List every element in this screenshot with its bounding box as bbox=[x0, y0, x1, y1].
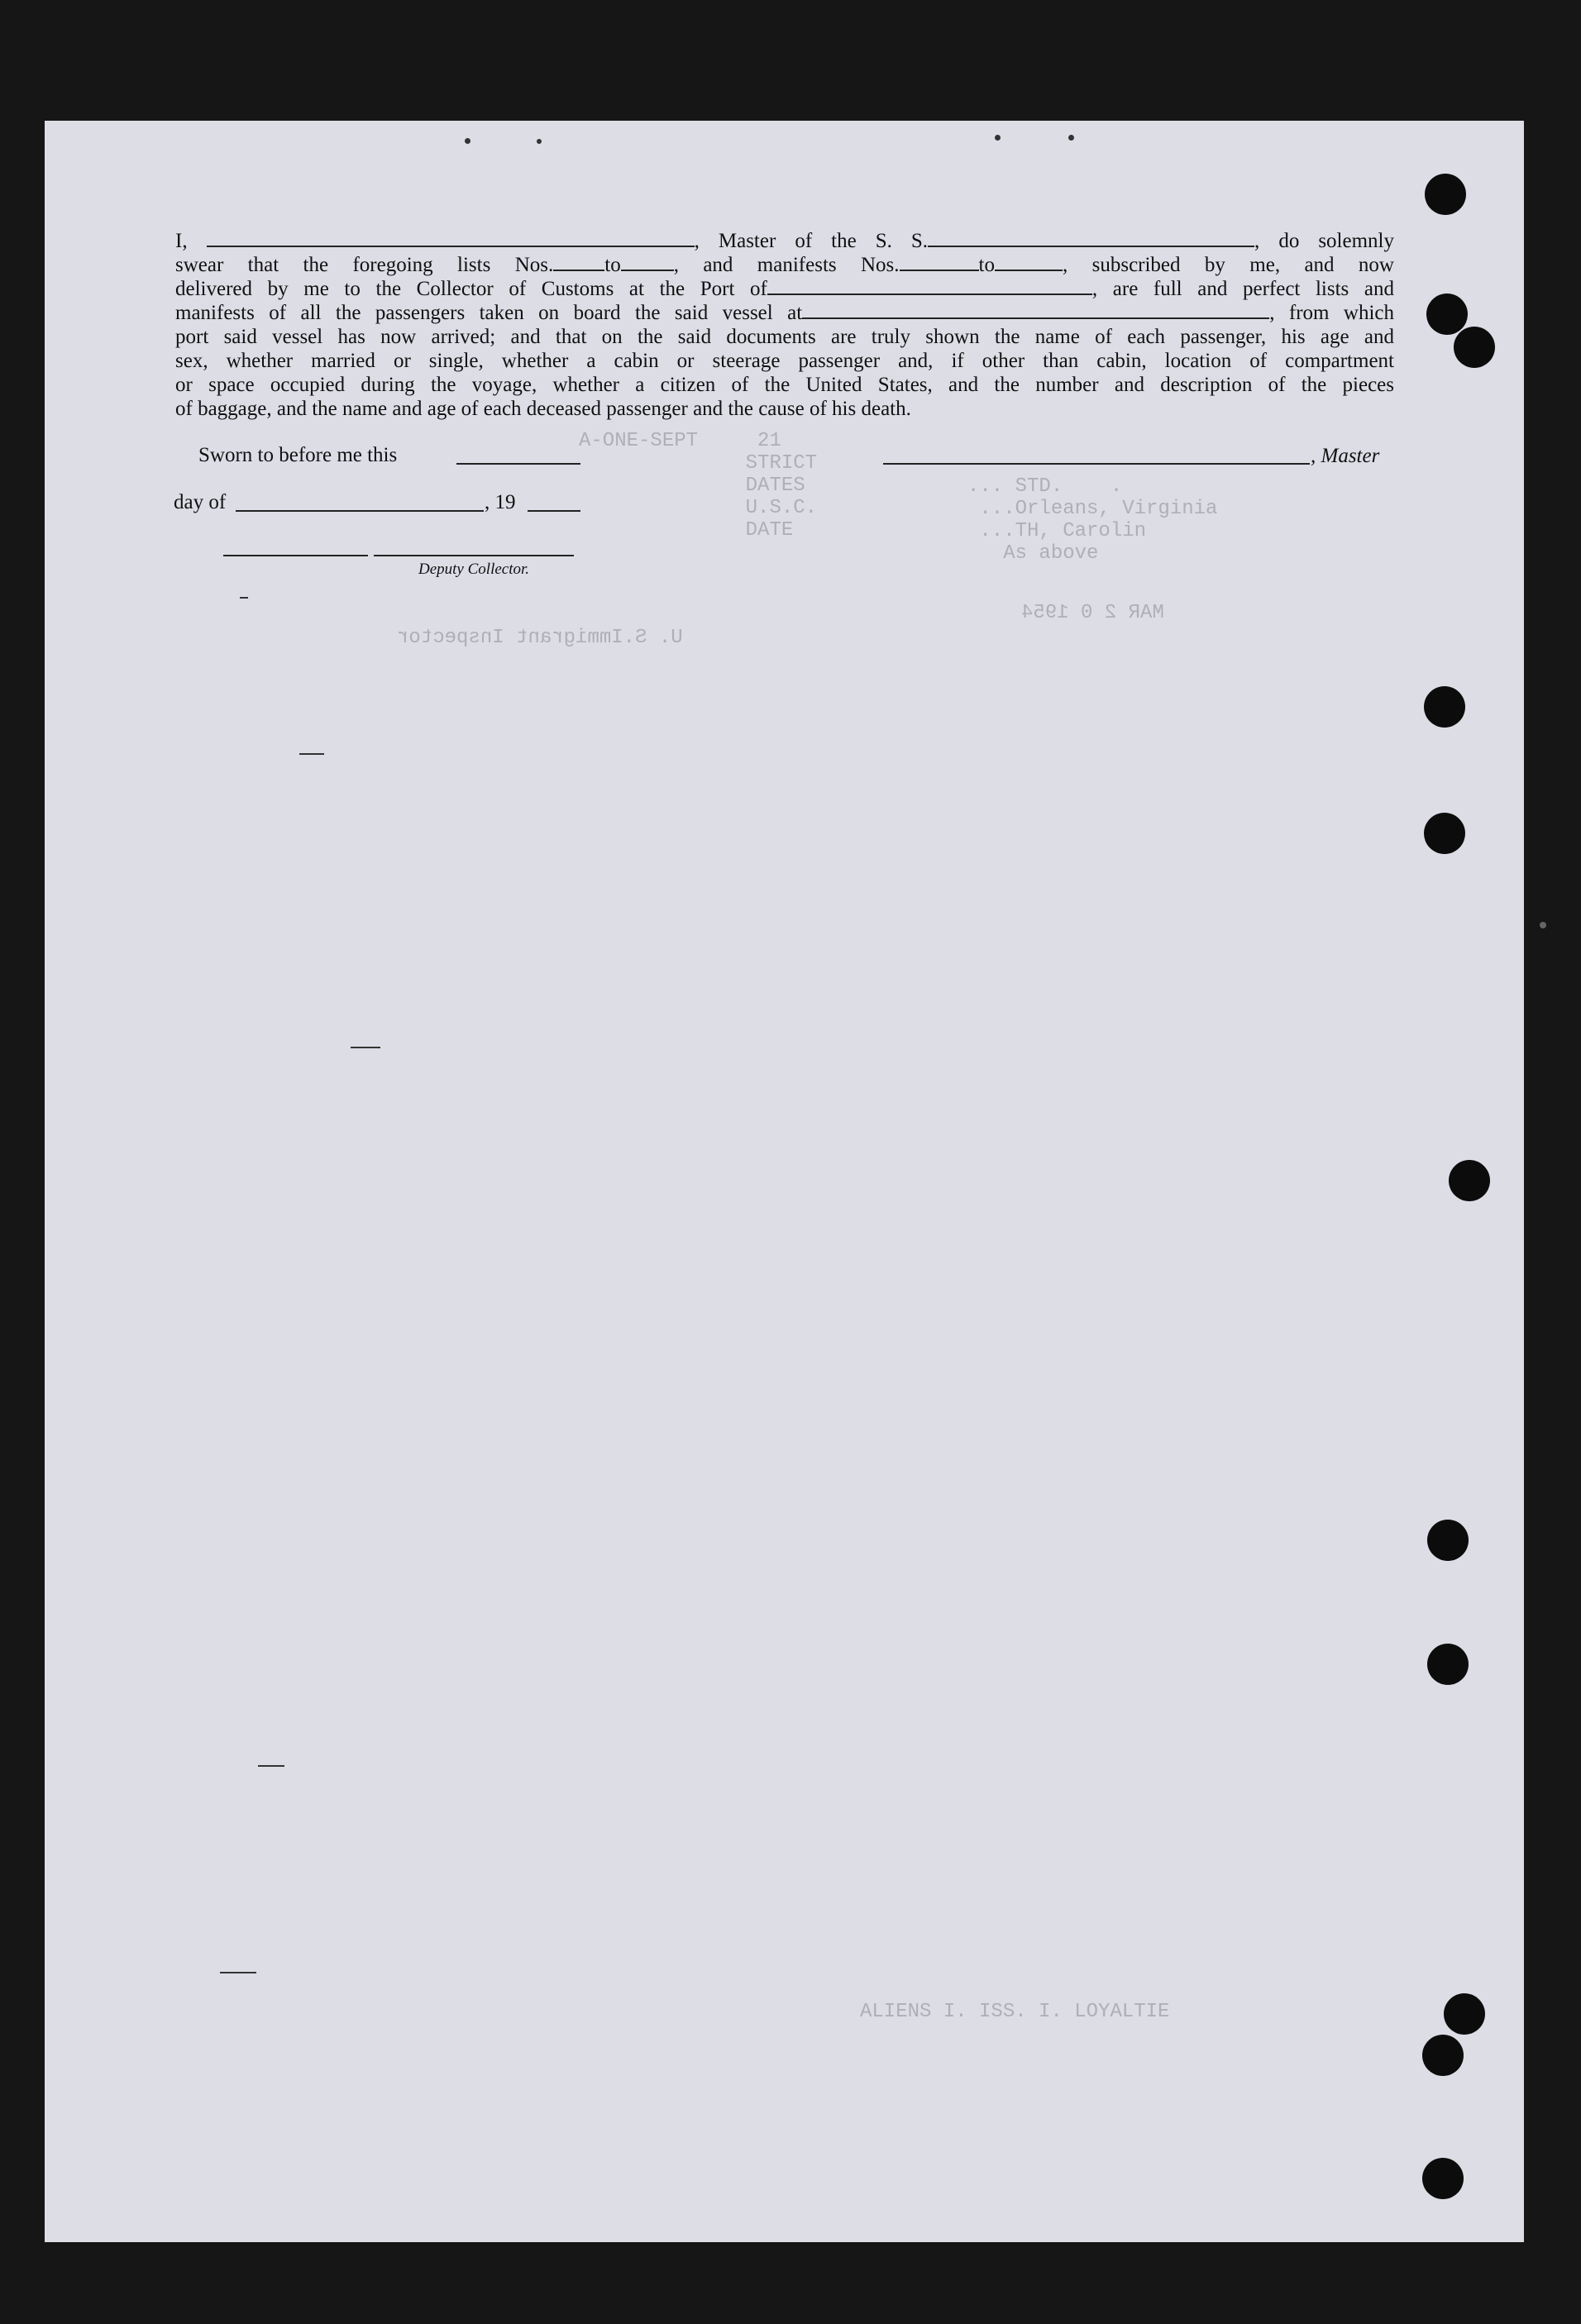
scan-mark bbox=[220, 1972, 256, 1973]
punch-hole bbox=[1422, 2035, 1464, 2076]
oath-line-4 bbox=[175, 301, 1394, 325]
oath-text: to bbox=[604, 254, 621, 276]
scan-mark bbox=[258, 1765, 284, 1767]
scan-mark bbox=[1068, 135, 1074, 141]
scan-mark bbox=[240, 597, 248, 599]
sworn-date-line bbox=[456, 463, 580, 465]
oath-text: , do solemnly bbox=[1254, 230, 1394, 252]
scan-mark bbox=[995, 135, 1001, 141]
oath-text: port said vessel has now arrived; and that on the said documents are truly shown the name of each passenger, his age and bbox=[175, 326, 1394, 348]
oath-text: , from which bbox=[1269, 302, 1394, 324]
deputy-collector-label: Deputy Collector. bbox=[418, 561, 530, 578]
sworn-label: Sworn to before me this bbox=[198, 444, 398, 466]
scan-mark bbox=[1540, 922, 1546, 928]
oath-text: I, bbox=[175, 230, 188, 252]
punch-hole bbox=[1425, 174, 1466, 215]
bleed-through-text: A-ONE-SEPT 21 STRICT DATES U.S.C. DATE bbox=[579, 430, 818, 542]
oath-text: to bbox=[978, 254, 995, 276]
oath-text: , and manifests Nos. bbox=[673, 254, 900, 276]
bleed-through-text: ... STD. . ...Orleans, Virginia ...TH, Carolin As above bbox=[967, 475, 1218, 565]
manifests-from-field bbox=[900, 253, 979, 271]
oath-text: swear that the foregoing lists Nos. bbox=[175, 254, 554, 276]
year-label: , 19 bbox=[485, 491, 516, 513]
punch-hole bbox=[1422, 2158, 1464, 2199]
punch-hole bbox=[1424, 686, 1465, 728]
oath-text: manifests of all the passengers taken on board the said vessel at bbox=[175, 302, 803, 324]
deputy-collector-line-2 bbox=[374, 555, 574, 556]
day-month-line bbox=[236, 510, 484, 512]
punch-hole bbox=[1444, 1993, 1485, 2035]
oath-line-2 bbox=[175, 253, 1394, 277]
oath-text: , subscribed by me, and now bbox=[1062, 254, 1394, 276]
master-label: , Master bbox=[1311, 445, 1380, 467]
oath-text: sex, whether married or single, whether a cabin or steerage passenger and, if other than cabin, location of compartment bbox=[175, 350, 1394, 372]
scan-mark bbox=[465, 138, 470, 144]
day-of-label: day of bbox=[174, 491, 227, 513]
year-line bbox=[528, 510, 580, 512]
punch-hole bbox=[1454, 327, 1495, 368]
manifests-to-field bbox=[995, 253, 1063, 271]
port-field bbox=[767, 277, 1092, 295]
boarding-port-field bbox=[802, 301, 1269, 319]
oath-text: , Master of the S. S. bbox=[694, 230, 929, 252]
scan-mark bbox=[299, 753, 324, 755]
punch-hole bbox=[1424, 813, 1465, 854]
oath-paragraph bbox=[175, 229, 1394, 421]
scan-mark bbox=[537, 139, 542, 144]
bleed-through-stamp: MAR 2 0 1954 bbox=[1021, 602, 1164, 624]
lists-from-field bbox=[553, 253, 604, 271]
oath-text: of baggage, and the name and age of each deceased passenger and the cause of his death. bbox=[175, 398, 911, 420]
scan-mark bbox=[351, 1047, 380, 1048]
oath-text: delivered by me to the Collector of Customs at the Port of bbox=[175, 278, 767, 300]
ship-name-field bbox=[928, 229, 1254, 247]
oath-line-3 bbox=[175, 277, 1394, 301]
punch-hole bbox=[1427, 1644, 1469, 1685]
lists-to-field bbox=[621, 253, 674, 271]
master-name-field bbox=[207, 229, 695, 247]
master-signature-line bbox=[883, 463, 1310, 465]
punch-hole bbox=[1426, 293, 1468, 335]
punch-hole bbox=[1449, 1160, 1490, 1201]
bleed-through-text: ALIENS I. ISS. I. LOYALTIE bbox=[860, 2001, 1170, 2023]
oath-line-1 bbox=[175, 229, 1394, 253]
bleed-through-text: U. S.Immigrant Inspector bbox=[397, 627, 683, 649]
deputy-collector-line-1 bbox=[223, 555, 368, 556]
oath-text: , are full and perfect lists and bbox=[1091, 278, 1395, 300]
punch-hole bbox=[1427, 1520, 1469, 1561]
oath-text: or space occupied during the voyage, whether a citizen of the United States, and the number and description of the pieces bbox=[175, 374, 1394, 396]
